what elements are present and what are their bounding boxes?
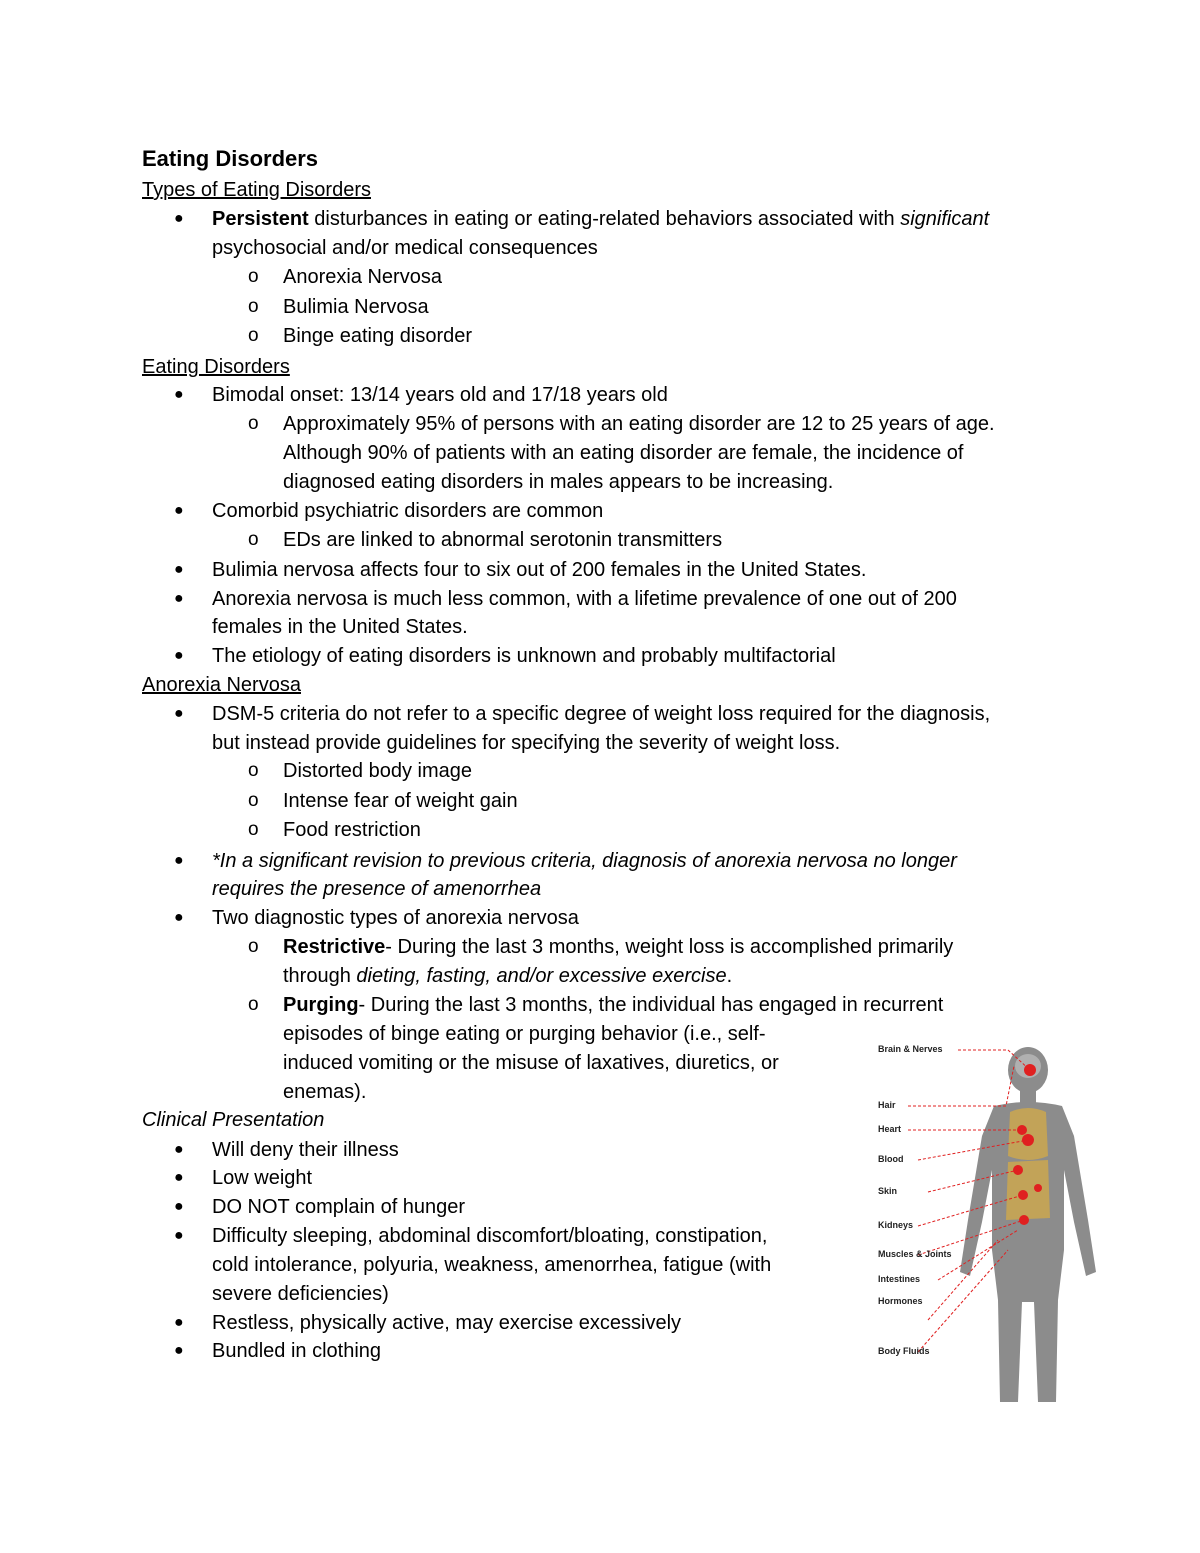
- bullet-marker: ●: [174, 647, 184, 664]
- section-heading-clinical: Clinical Presentation: [142, 1109, 325, 1131]
- bullet-etiology: The etiology of eating disorders is unknown and probably multifactorial: [212, 645, 836, 667]
- sub-item-purging: [283, 992, 943, 1018]
- sub-item-purging-cont: enemas).: [283, 1081, 367, 1103]
- figure-label-muscles: Muscles & Joints: [878, 1249, 952, 1259]
- section-heading-types: Types of Eating Disorders: [142, 179, 371, 201]
- body-organs-figure: [878, 1040, 1098, 1410]
- bullet-anorexia-stat: Anorexia nervosa is much less common, with a lifetime prevalence of one out of 200: [212, 588, 957, 610]
- sub-item-bulimia: Bulimia Nervosa: [283, 296, 429, 318]
- italic-text: dieting, fasting, and/or excessive exercise: [356, 965, 727, 987]
- bullet-marker: ●: [174, 1169, 184, 1186]
- bullet-dsm5-cont: but instead provide guidelines for specifying the severity of weight loss.: [212, 732, 841, 754]
- italic-text: significant: [900, 208, 990, 230]
- sub-marker: o: [248, 790, 259, 811]
- bullet-symptoms-cont: cold intolerance, polyuria, weakness, amenorrhea, fatigue (with: [212, 1254, 772, 1276]
- sub-item-purging-cont: induced vomiting or the misuse of laxatives, diuretics, or: [283, 1052, 779, 1074]
- bold-text: Purging: [283, 994, 359, 1016]
- bullet-clothing: Bundled in clothing: [212, 1340, 382, 1362]
- bullet-marker: ●: [174, 386, 184, 403]
- sub-marker: o: [248, 760, 259, 781]
- bullet-marker: ●: [174, 1141, 184, 1158]
- bold-text: Restrictive: [283, 936, 386, 958]
- sub-marker: o: [248, 529, 259, 550]
- figure-label-hormones: Hormones: [878, 1296, 923, 1306]
- text: .: [726, 965, 733, 987]
- bullet-low-weight: Low weight: [212, 1167, 313, 1189]
- sub-marker: o: [248, 819, 259, 840]
- bullet-marker: ●: [174, 705, 184, 722]
- text: - During the last 3 months, weight loss is accomplished primarily: [385, 936, 954, 958]
- figure-label-kidneys: Kidneys: [878, 1220, 914, 1230]
- bullet-marker: ●: [174, 590, 184, 607]
- bullet-dsm5: DSM-5 criteria do not refer to a specific degree of weight loss required for the diagnosis,: [212, 703, 991, 725]
- sub-marker: o: [248, 266, 259, 287]
- bullet-restless: Restless, physically active, may exercise excessively: [212, 1312, 682, 1334]
- bullet-marker: ●: [174, 1227, 184, 1244]
- figure-label-body-fluids: Body Fluids: [878, 1346, 930, 1356]
- bullet-marker: ●: [174, 1342, 184, 1359]
- bullet-bulimia-stat: Bulimia nervosa affects four to six out of 200 females in the United States.: [212, 559, 867, 581]
- bullet-revision-note-cont: requires the presence of amenorrhea: [212, 878, 542, 900]
- organs: [1006, 1108, 1050, 1220]
- sub-item-serotonin: EDs are linked to abnormal serotonin transmitters: [283, 529, 723, 551]
- figure-label-brain: Brain & Nerves: [878, 1044, 943, 1054]
- bullet-marker: ●: [174, 909, 184, 926]
- sub-item-fear: Intense fear of weight gain: [283, 790, 518, 812]
- sub-item-age-cont: Although 90% of patients with an eating disorder are female, the incidence of: [283, 442, 964, 464]
- sub-item-purging-cont: episodes of binge eating or purging behavior (i.e., self-: [283, 1023, 766, 1045]
- sub-marker: o: [248, 994, 259, 1015]
- bullet-deny: Will deny their illness: [212, 1139, 399, 1161]
- bullet-marker: ●: [174, 1314, 184, 1331]
- text: disturbances in eating or eating-related behaviors associated with: [308, 208, 901, 230]
- page-title: Eating Disorders: [142, 146, 319, 171]
- figure-label-skin: Skin: [878, 1186, 898, 1196]
- bullet-hunger: DO NOT complain of hunger: [212, 1196, 466, 1218]
- section-heading-anorexia: Anorexia Nervosa: [142, 674, 301, 696]
- text: - During the last 3 months, the individual has engaged in recurrent: [358, 994, 944, 1016]
- sub-item-restrictive-cont: [283, 963, 732, 989]
- sub-item-binge: Binge eating disorder: [283, 325, 473, 347]
- figure-label-blood: Blood: [878, 1154, 904, 1164]
- body-silhouette: [960, 1047, 1096, 1402]
- sub-marker: o: [248, 325, 259, 346]
- bold-text: Persistent: [212, 208, 309, 230]
- bullet-marker: ●: [174, 502, 184, 519]
- bullet-marker: ●: [174, 210, 184, 227]
- figure-label-intestines: Intestines: [878, 1274, 921, 1284]
- section-heading-eating-disorders: Eating Disorders: [142, 356, 290, 378]
- bullet-bimodal: Bimodal onset: 13/14 years old and 17/18 years old: [212, 384, 668, 406]
- sub-marker: o: [248, 936, 259, 957]
- bullet-two-types: Two diagnostic types of anorexia nervosa: [212, 907, 579, 929]
- figure-label-heart: Heart: [878, 1124, 902, 1134]
- sub-item-restriction: Food restriction: [283, 819, 421, 841]
- bullet-marker: ●: [174, 852, 184, 869]
- bullet-persistent: [212, 206, 989, 232]
- bullet-marker: ●: [174, 1198, 184, 1215]
- text: through: [283, 965, 357, 987]
- figure-label-hair: Hair: [878, 1100, 896, 1110]
- sub-marker: o: [248, 413, 259, 434]
- sub-marker: o: [248, 296, 259, 317]
- bullet-comorbid: Comorbid psychiatric disorders are common: [212, 500, 604, 522]
- bullet-symptoms-cont: severe deficiencies): [212, 1283, 389, 1305]
- sub-item-restrictive: [283, 934, 953, 960]
- bullet-persistent-cont: psychosocial and/or medical consequences: [212, 237, 598, 259]
- sub-item-age: Approximately 95% of persons with an eating disorder are 12 to 25 years of age.: [283, 413, 995, 435]
- sub-item-anorexia: Anorexia Nervosa: [283, 266, 442, 288]
- bullet-symptoms: Difficulty sleeping, abdominal discomfort/bloating, constipation,: [212, 1225, 768, 1247]
- sub-item-age-cont: diagnosed eating disorders in males appears to be increasing.: [283, 471, 834, 493]
- bullet-revision-note: *In a significant revision to previous criteria, diagnosis of anorexia nervosa no longer: [212, 850, 957, 872]
- bullet-anorexia-stat-cont: females in the United States.: [212, 616, 468, 638]
- bullet-marker: ●: [174, 561, 184, 578]
- sub-item-body-image: Distorted body image: [283, 760, 472, 782]
